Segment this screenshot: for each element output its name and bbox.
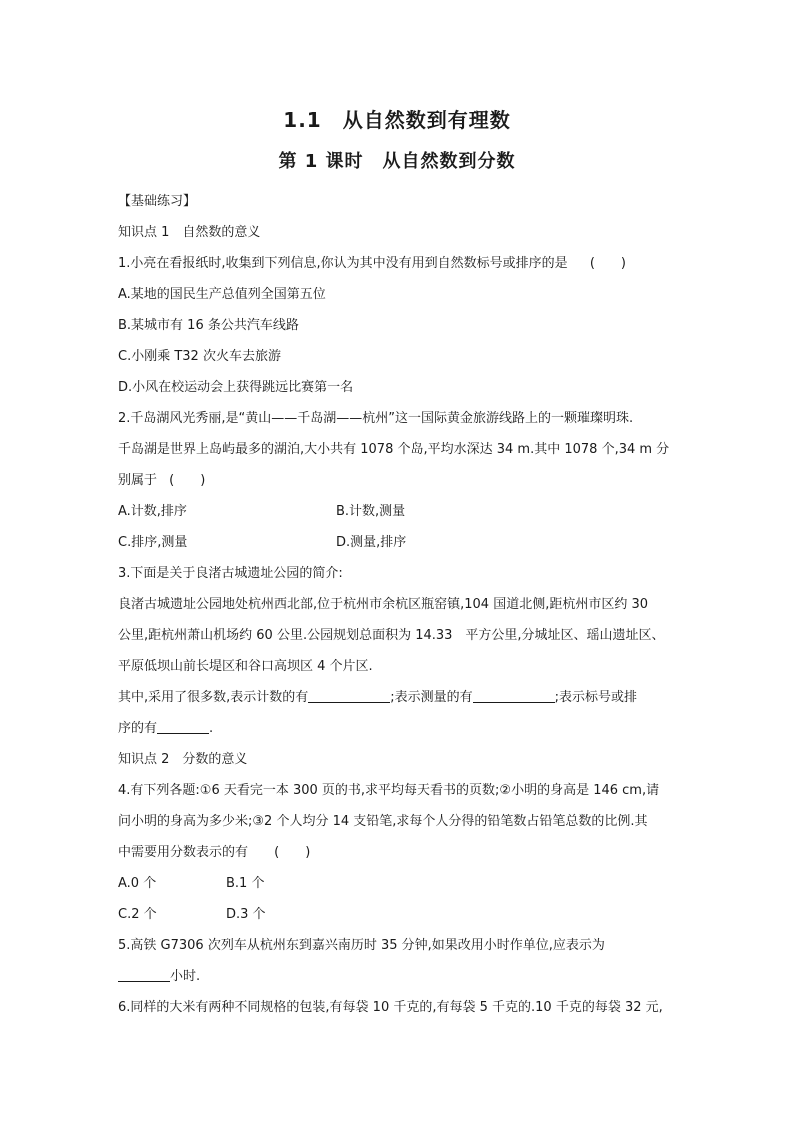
question-4-line-2: 问小明的身高为多少米;③2 个人均分 14 支铅笔,求每个人分得的铅笔数占铅笔总数的比例.其 bbox=[118, 814, 648, 829]
fill-blank-measure[interactable] bbox=[473, 688, 555, 703]
page-title: 1.1 从自然数到有理数 bbox=[283, 108, 511, 132]
question-3-line-4: 平原低坝山前长堤区和谷口高坝区 4 个片区. bbox=[118, 659, 373, 674]
question-3-line-2: 良渚古城遗址公园地处杭州西北部,位于杭州市余杭区瓶窑镇,104 国道北侧,距杭州市区约 30 bbox=[118, 597, 649, 612]
question-5-line-2: 小时. bbox=[118, 961, 678, 992]
knowledge-point-1: 知识点 1 自然数的意义 bbox=[118, 225, 261, 240]
question-1-option-c: C.小刚乘 T32 次火车去旅游 bbox=[118, 349, 281, 364]
question-4-option-b: B.1 个 bbox=[226, 876, 265, 891]
question-4-line-3: 中需要用分数表示的有 ( ) bbox=[118, 845, 311, 860]
question-3-line-5: 其中,采用了很多数,表示计数的有 ;表示测量的有 ;表示标号或排 bbox=[118, 690, 638, 705]
question-1-stem: 1.小亮在看报纸时,收集到下列信息,你认为其中没有用到自然数标号或排序的是 ( ) bbox=[118, 256, 626, 271]
question-3-line-6: 序的有 . bbox=[118, 721, 214, 736]
question-4-options-row-2 bbox=[118, 899, 678, 930]
question-2-option-c: C.排序,测量 bbox=[118, 535, 188, 550]
question-2-line-1: 2.千岛湖风光秀丽,是“黄山——千岛湖——杭州”这一国际黄金旅游线路上的一颗璀璨明珠. bbox=[118, 411, 634, 426]
question-2-option-b: B.计数,测量 bbox=[336, 504, 406, 519]
question-2-options-row-2 bbox=[118, 527, 678, 558]
section-heading: 【基础练习】 bbox=[118, 194, 197, 209]
answer-paren: ( ) bbox=[274, 845, 311, 860]
lesson-subtitle: 第 1 课时 从自然数到分数 bbox=[278, 151, 516, 172]
question-3-line-3: 公里,距杭州萧山机场约 60 公里.公园规划总面积为 14.33 平方公里,分城址区、瑶山遗址区、 bbox=[118, 628, 665, 643]
knowledge-point-2: 知识点 2 分数的意义 bbox=[118, 752, 248, 767]
question-3-line-1: 3.下面是关于良渚古城遗址公园的简介: bbox=[118, 566, 343, 581]
fill-blank-hours[interactable] bbox=[118, 967, 170, 982]
question-2-line-2: 千岛湖是世界上岛屿最多的湖泊,大小共有 1078 个岛,平均水深达 34 m.其中 1078 个,34 m 分 bbox=[118, 442, 670, 457]
question-1-option-a: A.某地的国民生产总值列全国第五位 bbox=[118, 287, 326, 302]
question-5-line-1: 5.高铁 G7306 次列车从杭州东到嘉兴南历时 35 分钟,如果改用小时作单位,应表示为 bbox=[118, 938, 605, 953]
fill-blank-label[interactable] bbox=[157, 719, 209, 734]
question-4-option-c: C.2 个 bbox=[118, 907, 157, 922]
question-2-option-a: A.计数,排序 bbox=[118, 504, 187, 519]
question-6-line-1: 6.同样的大米有两种不同规格的包装,有每袋 10 千克的,有每袋 5 千克的.10 千克的每袋 32 元, bbox=[118, 1000, 663, 1015]
question-4-option-a: A.0 个 bbox=[118, 876, 157, 891]
answer-paren: ( ) bbox=[169, 473, 206, 488]
answer-paren: ( ) bbox=[589, 256, 626, 271]
question-2-options-row-1 bbox=[118, 496, 678, 527]
question-2-line-3: 别属于 ( ) bbox=[118, 473, 206, 488]
question-2-option-d: D.测量,排序 bbox=[336, 535, 407, 550]
fill-blank-count[interactable] bbox=[308, 688, 390, 703]
exercise-content bbox=[118, 186, 678, 1023]
question-4-line-1: 4.有下列各题:①6 天看完一本 300 页的书,求平均每天看书的页数;②小明的身高是 146 cm,请 bbox=[118, 783, 660, 798]
question-1-option-d: D.小风在校运动会上获得跳远比赛第一名 bbox=[118, 380, 354, 395]
question-1-option-b: B.某城市有 16 条公共汽车线路 bbox=[118, 318, 299, 333]
question-4-options-row-1 bbox=[118, 868, 678, 899]
question-4-option-d: D.3 个 bbox=[226, 907, 266, 922]
